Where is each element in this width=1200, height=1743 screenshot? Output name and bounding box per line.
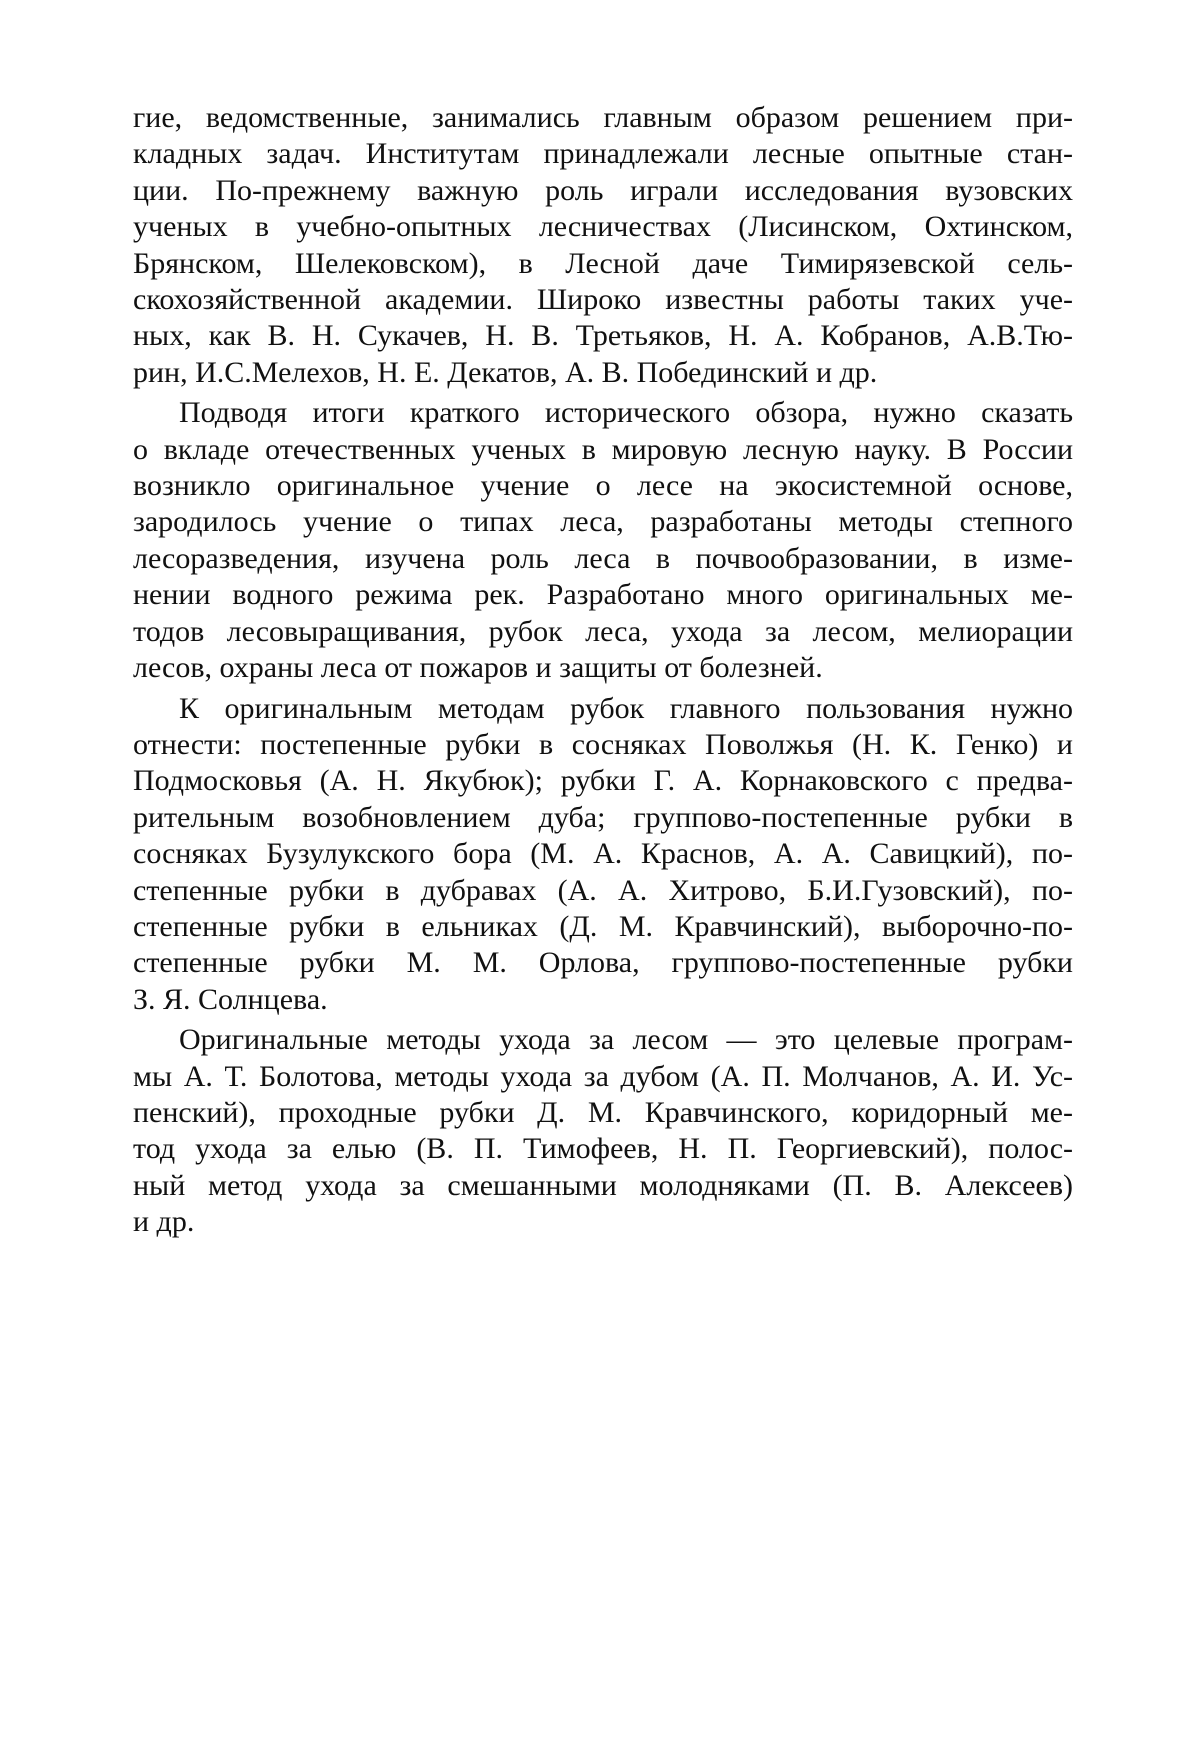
paragraph-3 bbox=[133, 691, 1073, 1019]
text-line: Подводя итоги краткого исторического обзора, нужно сказать bbox=[179, 396, 1073, 430]
text-line: степенные рубки в дубравах (А. А. Хитрово, Б.И.Гузовский), по- bbox=[133, 873, 1073, 907]
text-line: К оригинальным методам рубок главного пользования нужно bbox=[179, 691, 1073, 725]
paragraph-2 bbox=[133, 395, 1073, 686]
text-line: нении водного режима рек. Разработано много оригинальных ме- bbox=[133, 578, 1073, 612]
text-line: возникло оригинальное учение о лесе на экосистемной основе, bbox=[133, 469, 1073, 503]
text-line: кладных задач. Институтам принадлежали лесные опытные стан- bbox=[133, 137, 1073, 171]
text-line: тодов лесовыращивания, рубок леса, ухода за лесом, мелиорации bbox=[133, 614, 1073, 648]
text-line: рительным возобновлением дуба; группово-постепенные рубки в bbox=[133, 800, 1073, 834]
text-line: пенский), проходные рубки Д. М. Кравчинского, коридорный ме- bbox=[133, 1095, 1073, 1129]
text-line: и др. bbox=[133, 1205, 195, 1239]
text-line: сосняках Бузулукского бора (М. А. Краснов, А. А. Савицкий), по- bbox=[133, 837, 1073, 871]
text-line: З. Я. Солнцева. bbox=[133, 982, 328, 1016]
text-line: скохозяйственной академии. Широко известны работы таких уче- bbox=[133, 283, 1073, 317]
text-line: мы А. Т. Болотова, методы ухода за дубом (А. П. Молчанов, А. И. Ус- bbox=[133, 1059, 1073, 1093]
text-line: ный метод ухода за смешанными молодняками (П. В. Алексеев) bbox=[133, 1168, 1073, 1202]
paragraph-4 bbox=[133, 1022, 1073, 1240]
text-line: ных, как В. Н. Сукачев, Н. В. Третьяков, Н. А. Кобранов, А.В.Тю- bbox=[133, 319, 1073, 353]
text-line: степенные рубки М. М. Орлова, группово-постепенные рубки bbox=[133, 946, 1073, 980]
text-line: степенные рубки в ельниках (Д. М. Кравчинский), выборочно-по- bbox=[133, 909, 1073, 943]
text-line: гие, ведомственные, занимались главным образом решением при- bbox=[133, 101, 1073, 134]
text-line: лесов, охраны леса от пожаров и защиты от болезней. bbox=[133, 651, 823, 685]
text-line: Оригинальные методы ухода за лесом — это целевые програм- bbox=[179, 1023, 1073, 1057]
document-page bbox=[133, 100, 1073, 1241]
text-line: ученых в учебно-опытных лесничествах (Лисинском, Охтинском, bbox=[133, 210, 1073, 244]
paragraph-1 bbox=[133, 100, 1073, 391]
text-line: отнести: постепенные рубки в сосняках Поволжья (Н. К. Генко) и bbox=[133, 727, 1073, 761]
text-line: рин, И.С.Мелехов, Н. Е. Декатов, А. В. Побединский и др. bbox=[133, 355, 878, 389]
text-line: о вкладе отечественных ученых в мировую лесную науку. В России bbox=[133, 432, 1073, 466]
text-line: Подмосковья (А. Н. Якубюк); рубки Г. А. Корнаковского с предва- bbox=[133, 764, 1073, 798]
text-line: лесоразведения, изучена роль леса в почвообразовании, в изме- bbox=[133, 541, 1073, 575]
text-line: Брянском, Шелековском), в Лесной даче Тимирязевской сель- bbox=[133, 246, 1073, 280]
text-line: ции. По-прежнему важную роль играли исследования вузовских bbox=[133, 173, 1073, 207]
text-line: зародилось учение о типах леса, разработаны методы степного bbox=[133, 505, 1073, 539]
text-line: тод ухода за елью (В. П. Тимофеев, Н. П. Георгиевский), полос- bbox=[133, 1132, 1073, 1166]
